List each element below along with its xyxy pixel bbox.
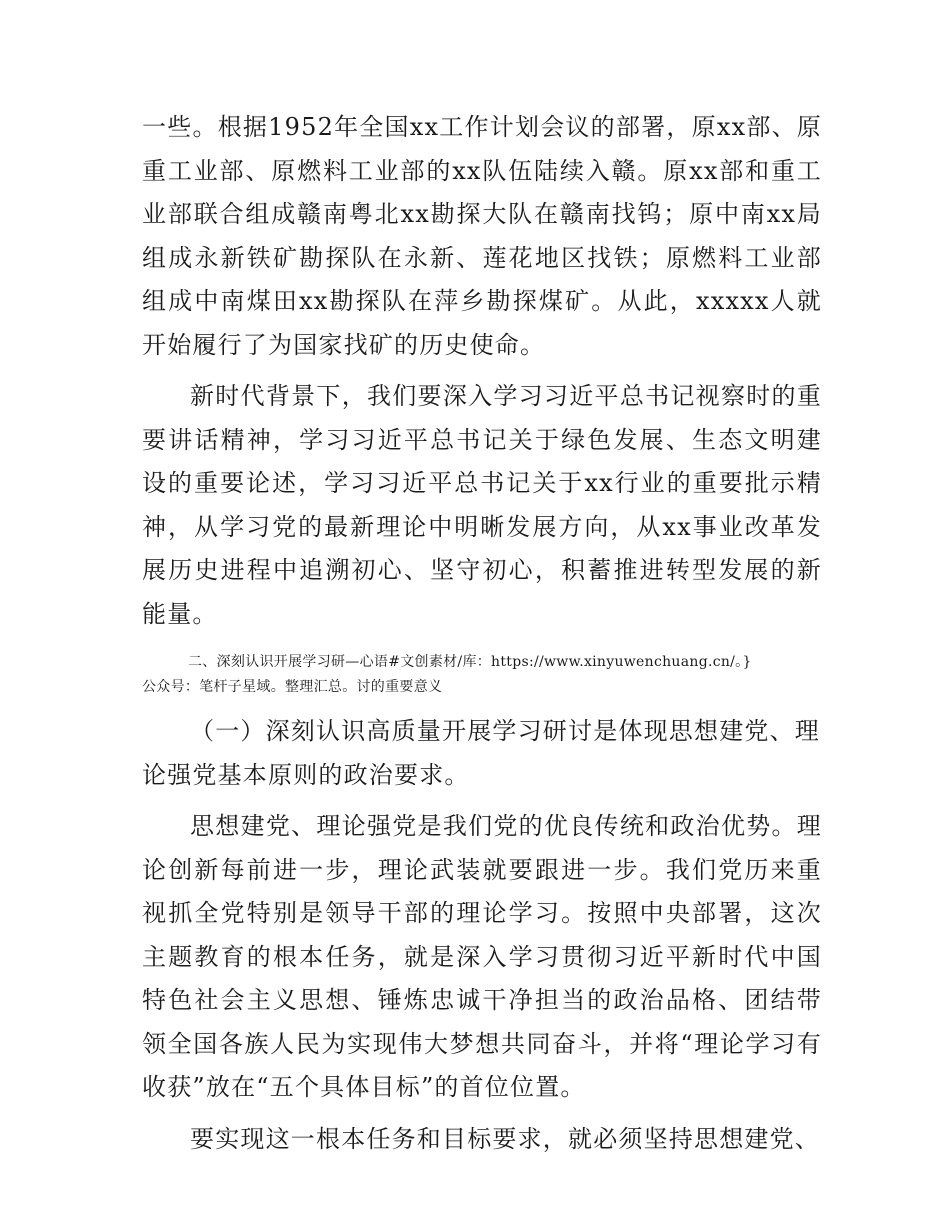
watermark-note <box>142 650 822 700</box>
paragraph-fundamental-task: 要实现这一根本任务和目标要求，就必须坚持思想建党、 <box>190 1124 820 1153</box>
paragraph-new-era: 新时代背景下，我们要深入学习习近平总书记视察时的重要讲话精神，学习习近平总书记关于绿色发展、生态文明建设的重要论述，学习习近平总书记关于xx行业的重要批示精神，从学习党的最新理论中明晰发展方向，从xx事业改革发展历史进程中追溯初心、坚守初心，积蓄推进转型发展的新能量。 <box>142 382 822 628</box>
paragraph-party-building: 思想建党、理论强党是我们党的优良传统和政治优势。理论创新每前进一步，理论武装就要跟进一步。我们党历来重视抓全党特别是领导干部的理论学习。按照中央部署，这次主题教育的根本任务，就是深入学习贯彻习近平新时代中国特色社会主义思想、锤炼忠诚干净担当的政治品格、团结带领全国各族人民为实现伟大梦想共同奋斗，并将“理论学习有收获”放在“五个具体目标”的首位位置。 <box>142 812 822 1101</box>
section-heading: （一）深刻认识高质量开展学习研讨是体现思想建党、理论强党基本原则的政治要求。 <box>142 717 820 789</box>
paragraph-history: 一些。根据1952年全国xx工作计划会议的部署，原xx部、原重工业部、原燃料工业部的xx队伍陆续入赣。原xx部和重工业部联合组成赣南粤北xx勘探大队在赣南找钨；原中南xx局组成永新铁矿勘探队在永新、莲花地区找铁；原燃料工业部组成中南煤田xx勘探队在萍乡勘探煤矿。从此，xxxxx人就开始履行了为国家找矿的历史使命。 <box>142 113 822 359</box>
paragraph-gap <box>142 797 822 805</box>
watermark-note-line1: 二、深刻认识开展学习研—心语#文创素材/库：https://www.xinyuwenchuang.cn/。} <box>188 654 752 670</box>
paragraph-gap <box>142 367 822 375</box>
paragraph-gap <box>142 1110 822 1118</box>
watermark-note-line2: 公众号：笔杆子星域。整理汇总。讨的重要意义 <box>142 679 443 695</box>
document-page <box>142 106 822 1161</box>
